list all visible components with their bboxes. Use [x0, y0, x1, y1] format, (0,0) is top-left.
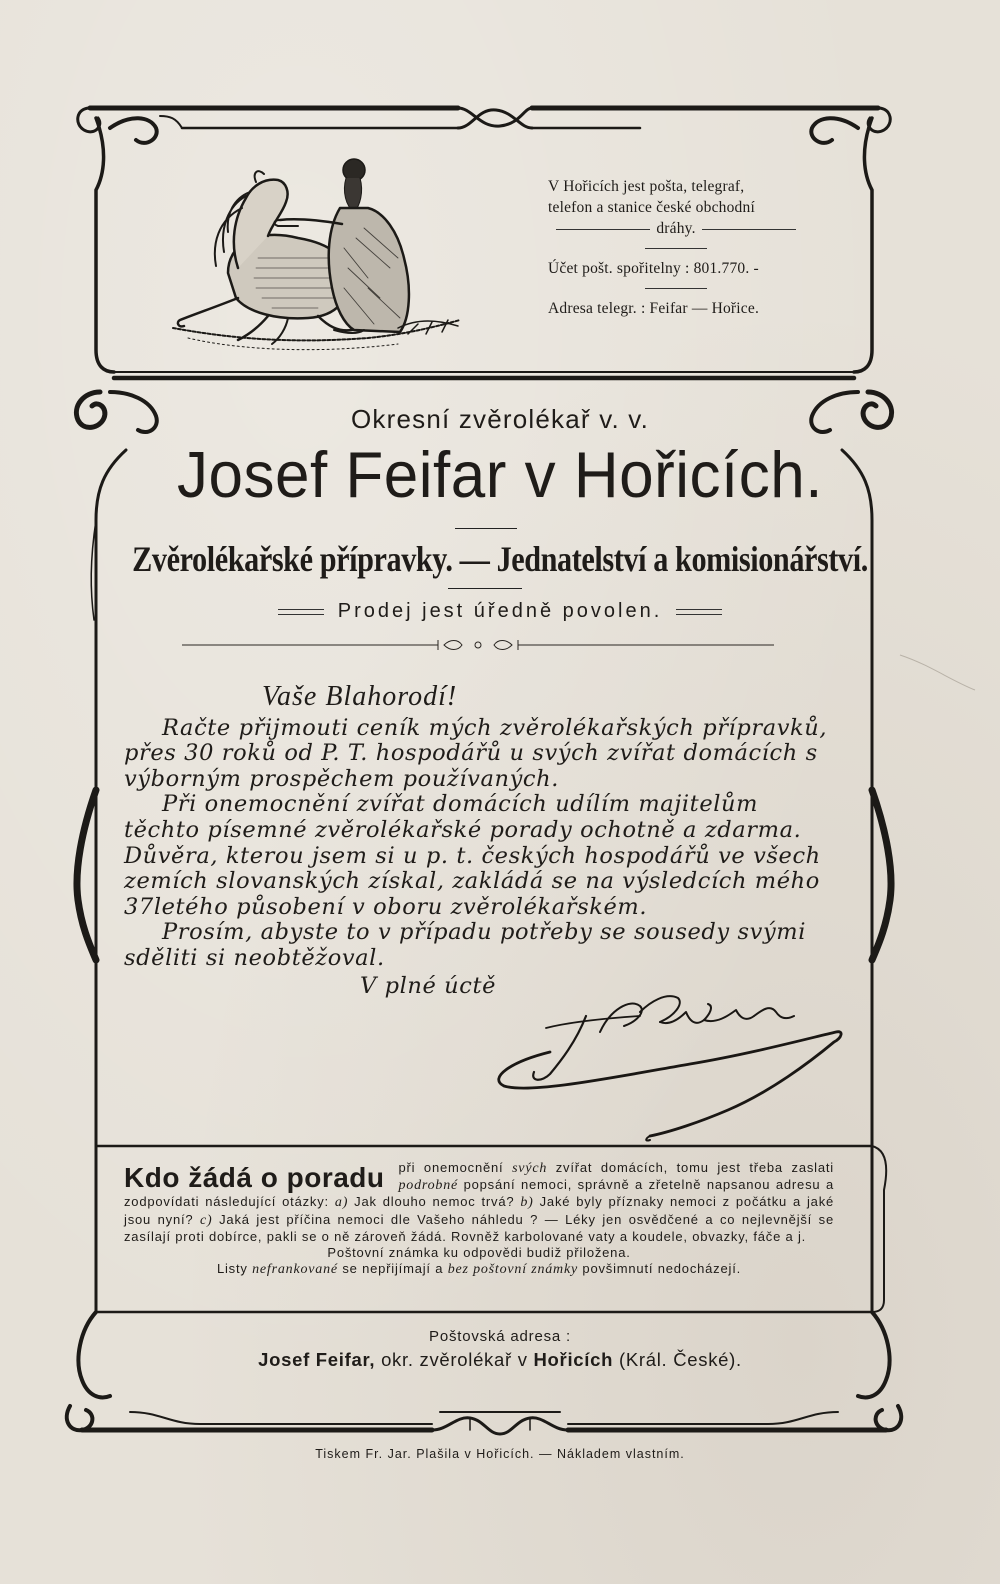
- address-name: Josef Feifar,: [258, 1349, 376, 1370]
- advice-em-1: svých: [512, 1161, 548, 1176]
- info-rule-left: [556, 229, 650, 230]
- printer-footer: Tiskem Fr. Jar. Plašila v Hořicích. — Nákladem vlastním.: [315, 1447, 685, 1461]
- postal-account: Účet pošt. spořitelny : 801.770. -: [548, 260, 759, 277]
- advice-text-6: Jaká jest příčina nemoci dle Vašeho náhledu ? — Léky jen osvědčené a co nejlevnější se zasílají proti dobírce, pakli se o ně zároveň žádá. Rovněž karbolované vaty a koudele, obvazky, fáče a j.: [124, 1211, 835, 1244]
- address-town: Hořicích: [533, 1349, 614, 1370]
- advice-text-2: zvířat domácích, tomu jest třeba zaslati: [555, 1160, 834, 1175]
- info-rule-right: [702, 229, 796, 230]
- header-subtitle: Okresní zvěrolékař v. v.: [350, 404, 650, 434]
- advice-heading: Kdo žádá o poradu: [124, 1162, 385, 1193]
- letter-paragraph-3: Prosím, abyste to v případu potřeby se sousedy svými sděliti si neobtěžoval.: [124, 919, 806, 971]
- advice-em-4: b): [520, 1195, 534, 1211]
- sale-notice: [0, 600, 1000, 623]
- advice-text-3: popsání nemoci, správně a zřetelně napsanou adresu a zodpovídati následující otázky:: [124, 1177, 834, 1210]
- postal-address-label: Poštovská adresa :: [429, 1328, 571, 1345]
- letter-paragraph-2: Při onemocnění zvířat domácích udílím majitelům těchto písemné zvěrolékařské porady ochotně a zdarma. Důvěra, kterou jsem si u p. t. českých hospodářů ve všech zemích slovanských získal, zakládá se na výsledcích mého 37letého působení v oboru zvěrolékařském.: [124, 791, 821, 920]
- unfranked-text-3: povšimnutí nedocházejí.: [582, 1261, 742, 1277]
- ornament-divider: [182, 637, 774, 653]
- header-goods: Zvěrolékařské přípravky. — Jednatelství a komisionářství.: [132, 539, 868, 579]
- unfranked-text-1: Listy: [216, 1261, 248, 1277]
- advice-text-4: Jak dlouho nemoc trvá?: [354, 1194, 515, 1210]
- closing: V plné úctě: [360, 972, 497, 999]
- unfranked-note: [124, 1261, 834, 1278]
- header-rule: [455, 528, 517, 529]
- postal-address: [0, 1349, 1000, 1371]
- advice-em-3: a): [334, 1195, 349, 1211]
- telegram-address: Adresa telegr. : Feifar — Hořice.: [548, 300, 760, 317]
- advice-text-5: Jaké byly příznaky nemoci z počátku a jaké jsou nyní?: [124, 1194, 835, 1227]
- address-mid: okr. zvěrolékař v: [381, 1349, 528, 1370]
- unfranked-text-2: se nepřijímají a: [342, 1261, 444, 1277]
- greeting: Vaše Blahorodí!: [262, 681, 458, 712]
- info-rule-mid2: [645, 288, 707, 289]
- address-tail: (Král. České).: [618, 1349, 742, 1370]
- contact-info: [548, 176, 804, 319]
- header-title: Josef Feifar v Hořicích.: [177, 439, 823, 512]
- stamp-note: Poštovní známka ku odpovědi budiž přiložena.: [327, 1245, 631, 1261]
- sale-notice-text: Prodej jest úředně povolen.: [337, 600, 663, 622]
- header-rule-2: [448, 588, 522, 589]
- info-line1: V Hořicích jest pošta, telegraf,: [548, 178, 745, 195]
- unfranked-em-2: bez poštovní známky: [447, 1262, 578, 1278]
- double-rule-left: [278, 609, 324, 615]
- info-rule-mid: [645, 248, 707, 249]
- unfranked-em-1: nefrankované: [252, 1262, 338, 1278]
- horse-and-healer-emblem: [168, 148, 468, 363]
- letter-body: [124, 681, 840, 999]
- advice-em-5: c): [200, 1212, 213, 1228]
- double-rule-right: [676, 609, 722, 615]
- info-line2: telefon a stanice české obchodní: [548, 199, 755, 216]
- advice-em-2: podrobné: [398, 1178, 459, 1194]
- handwritten-signature: [490, 982, 850, 1142]
- letter-paragraph-1: Račte přijmouti ceník mých zvěrolékařských přípravků, přes 30 roků od P. T. hospodářů u svých zvířat domácích s výborným prospěchem používaných.: [124, 714, 828, 792]
- advice-text-1: při onemocnění: [398, 1160, 504, 1175]
- info-line3: dráhy.: [656, 220, 696, 237]
- advice-section: [124, 1160, 834, 1278]
